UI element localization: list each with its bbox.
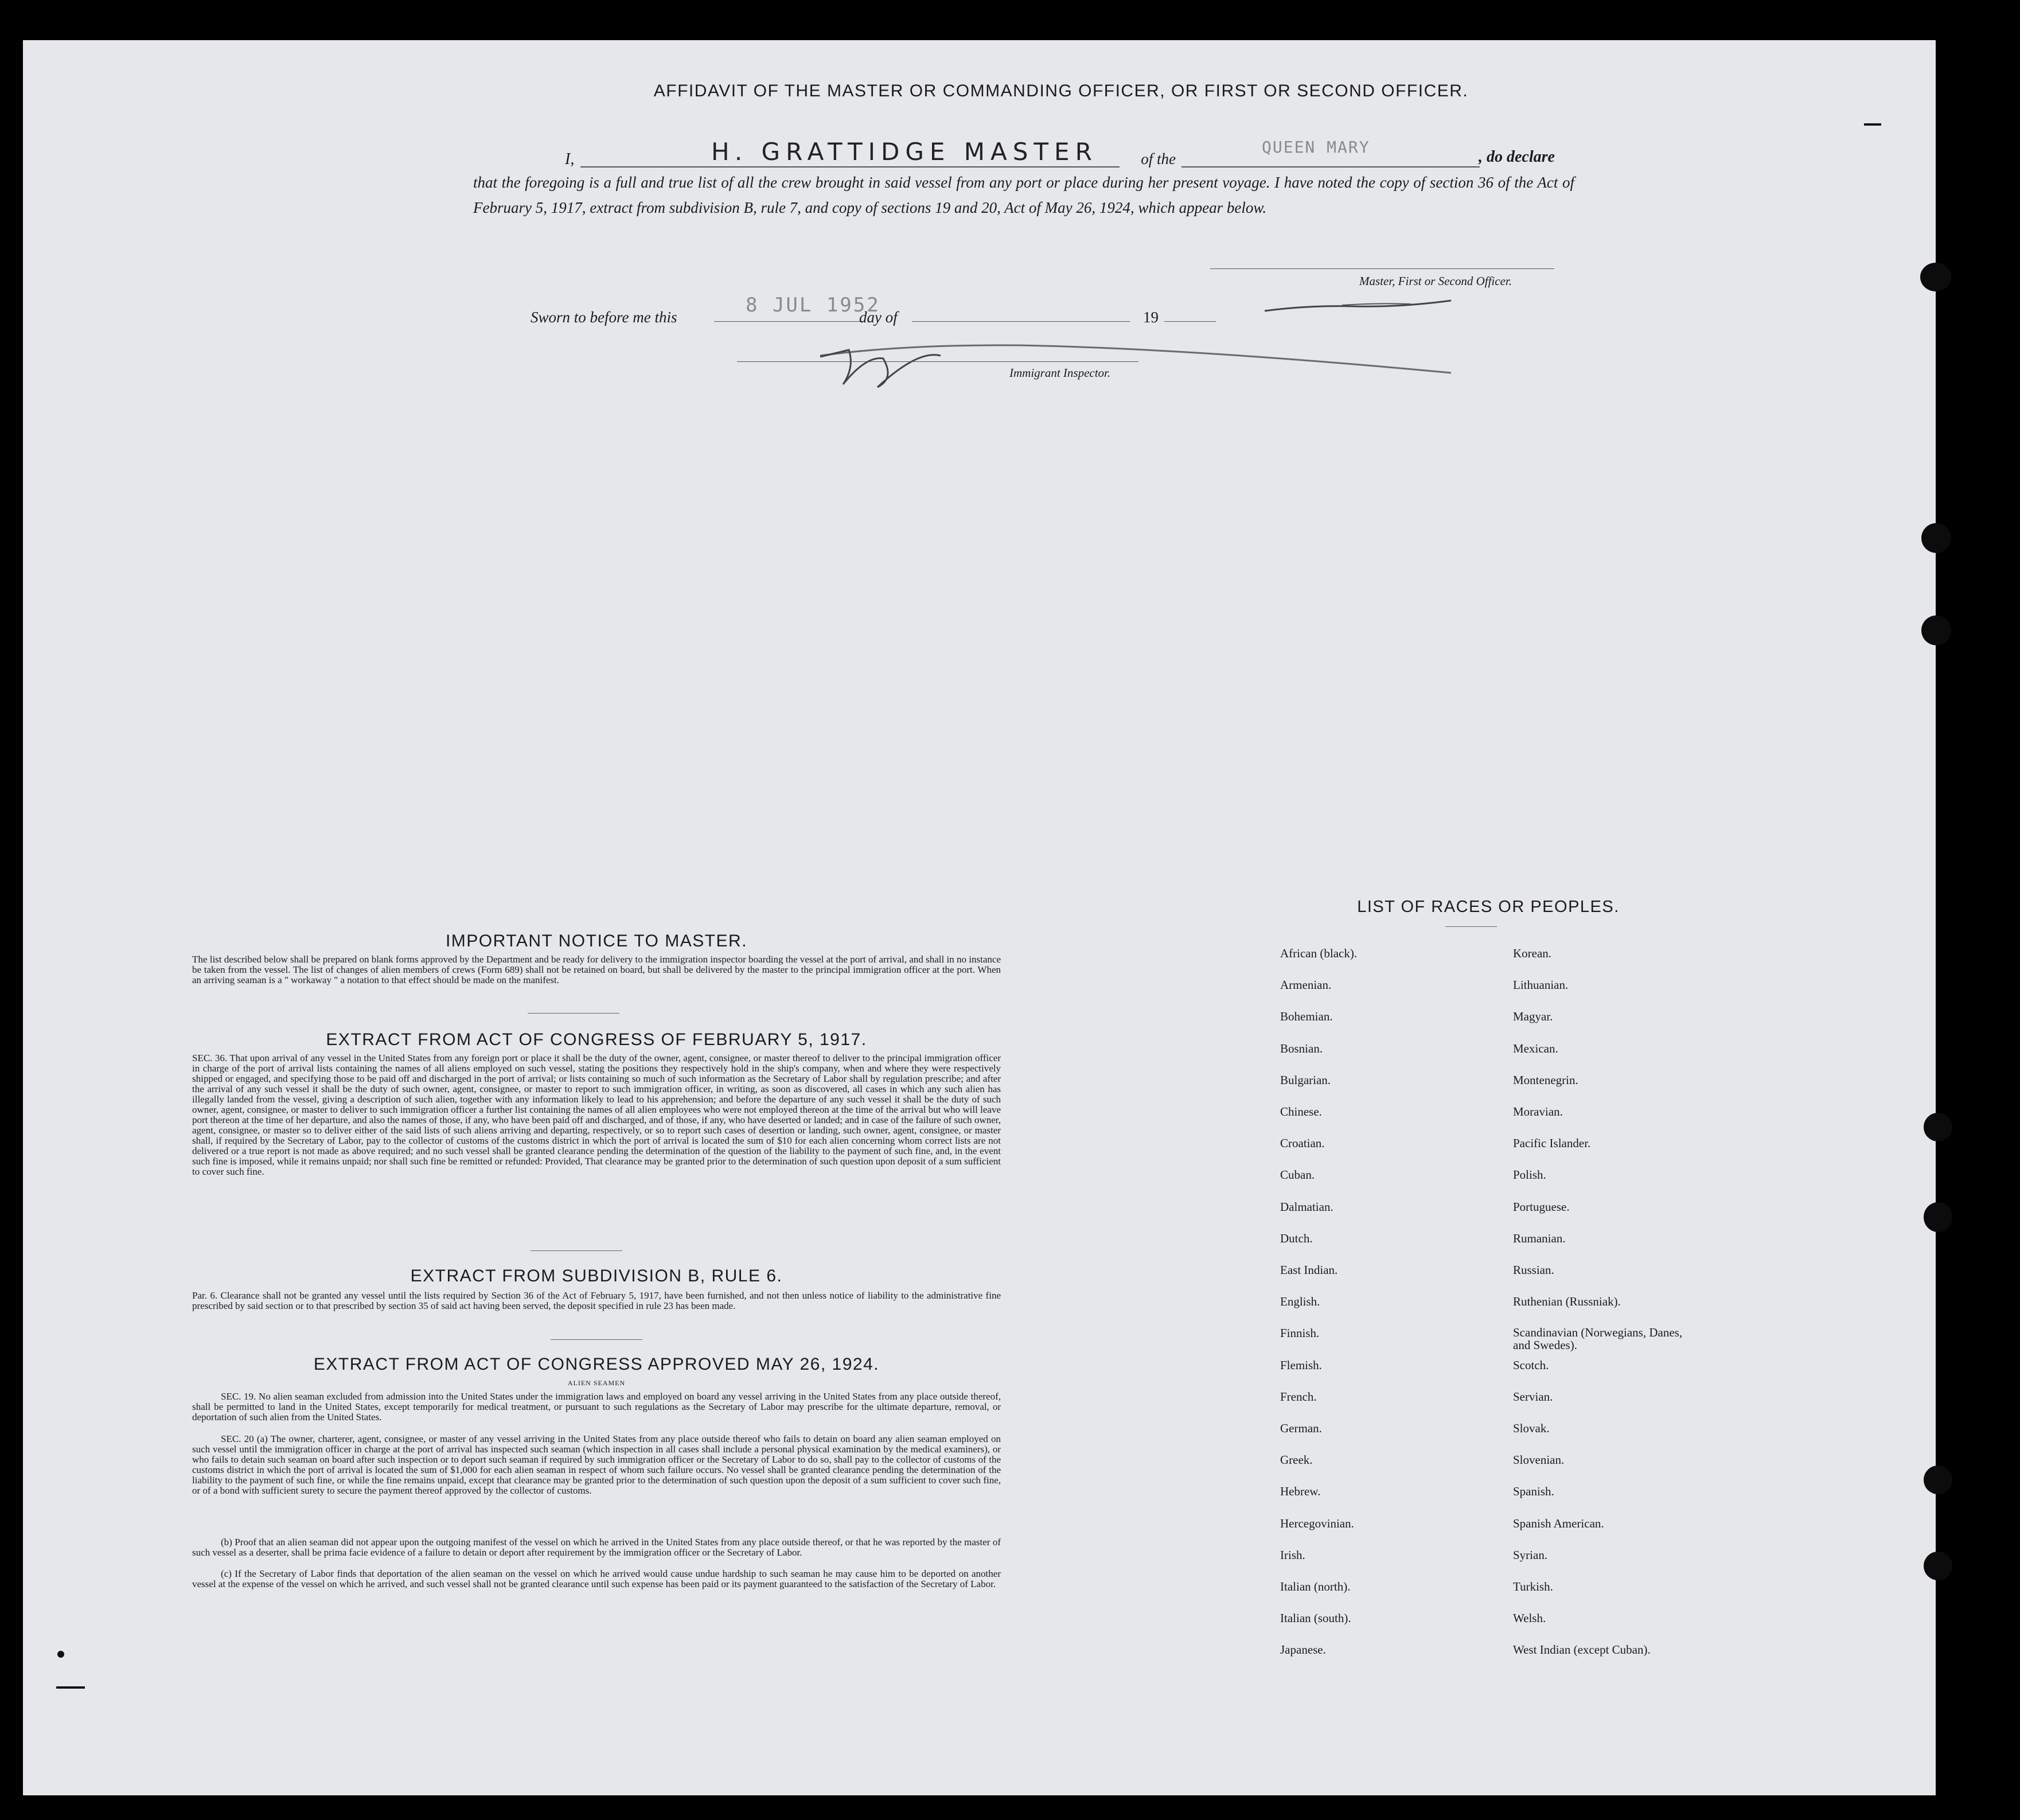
separator — [528, 1013, 619, 1014]
margin-mark — [56, 1686, 85, 1689]
extract-1924-subtitle: ALIEN SEAMEN — [567, 1379, 626, 1387]
race-entry: Magyar. — [1513, 1010, 1553, 1024]
document-page — [23, 40, 1936, 1795]
sworn-day-line — [714, 321, 863, 322]
race-entry: Slovenian. — [1513, 1453, 1565, 1467]
extract-1924-sec20a: SEC. 20 (a) The owner, charterer, agent, consignee, or master of any vessel arriving in the United States from any place outside thereof who fails to detain on board any alien seaman employed on such vessel until the immigration officer in charge at the port of arrival has inspected such seaman (which inspection in all cases shall include a personal physical examination by the medical examiners), or who fails to detain such seaman on board after such inspection or to deport such seaman if required by such immigration officer or the Secretary of Labor to do so, shall pay to the collector of customs of the customs district in which the port of arrival is located the sum of $1,000 for each alien seaman in respect of whom such failure occurs. No vessel shall be granted clearance pending the determination of the liability to the payment of such fine, or while the fine remains unpaid, except that clearance may be granted prior to the determination of such question upon the deposit of a sum sufficient to cover such fine, or of a bond with sufficient surety to secure the payment thereof approved by the collector of customs. — [192, 1433, 1001, 1496]
master-name-line — [580, 166, 1120, 167]
do-declare-label: , do declare — [1479, 148, 1555, 166]
separator — [551, 1339, 642, 1340]
race-entry: German. — [1280, 1421, 1322, 1435]
punch-hole — [1920, 263, 1951, 291]
inspector-signature-line — [737, 361, 1138, 362]
race-entry: African (black). — [1280, 946, 1358, 960]
punch-hole — [1921, 523, 1951, 553]
punch-hole — [1924, 1113, 1952, 1141]
day-of-label: day of — [859, 309, 898, 326]
master-signature-caption: Master, First or Second Officer. — [1359, 274, 1512, 288]
separator — [1445, 926, 1497, 927]
race-entry: Polish. — [1513, 1168, 1546, 1182]
race-entry: Hercegovinian. — [1280, 1516, 1354, 1530]
sworn-month-line — [912, 321, 1130, 322]
race-entry: Lithuanian. — [1513, 978, 1569, 992]
year-line — [1164, 321, 1216, 322]
race-entry: Spanish. — [1513, 1484, 1554, 1499]
race-entry: Mexican. — [1513, 1041, 1558, 1055]
race-entry: Dutch. — [1280, 1231, 1313, 1245]
subdivision-b-text: Par. 6. Clearance shall not be granted any vessel until the lists required by Section 36 of the Act of February 5, 1917, have been furnished, and not then unless notice of liability to the administrative fine prescribed by said section or to that prescribed by section 35 of said act having been served, the deposit specified in rule 23 has been made. — [192, 1290, 1001, 1311]
race-entry: Bulgarian. — [1280, 1073, 1331, 1087]
notice-text: The list described below shall be prepared on blank forms approved by the Department and be ready for delivery to the immigration inspector boarding the vessel at the port of arrival, and shall in no instance be taken from the vessel. The list of changes of alien members of crews (Form 689) shall not be retained on board, but shall be delivered by the master to the principal immigration officer at the port. When an arriving seaman is a " workaway " a notation to that effect should be made on the manifest. — [192, 954, 1001, 985]
race-entry: Montenegrin. — [1513, 1073, 1578, 1087]
subdivision-b-title: EXTRACT FROM SUBDIVISION B, RULE 6. — [410, 1266, 783, 1285]
notice-title: IMPORTANT NOTICE TO MASTER. — [445, 932, 748, 950]
race-entry: Korean. — [1513, 946, 1552, 960]
race-entry: Cuban. — [1280, 1168, 1315, 1182]
extract-1917-text: SEC. 36. That upon arrival of any vessel in the United States from any foreign port or place it shall be the duty of the owner, agent, consignee, or master thereof to deliver to the principal immigration officer in charge of the port of arrival lists containing the names of all aliens employed on such vessel, stating the positions they respectively hold in the ship's company, when and where they were respectively shipped or engaged, and specifying those to be paid off and discharged in the port of arrival; or lists containing so much of such information as the Secretary of Labor shall by regulation prescribe; and after the arrival of any such vessel it shall be the duty of such owner, agent, consignee, or master to report to such immigration officer, in writing, as soon as discovered, all cases in which any such alien has illegally landed from the vessel, giving a description of such alien, together with any information likely to lead to his apprehension; and before the departure of any such vessel it shall be the duty of such owner, agent, consignee, or master to deliver to such immigration officer a further list containing the names of all alien employees who were not employed thereon at the time of the arrival but who will leave port thereon at the time of her departure, and also the names of those, if any, who have been paid off and discharged, and of those, if any, who have deserted or landed; and in case of the failure of such owner, agent, consignee, or master so to deliver either of the said lists of such aliens arriving and departing, respectively, or so to report such cases of desertion or landing, such owner, agent, consignee, or master shall, if required by the Secretary of Labor, pay to the collector of customs of the customs district in which the port of arrival is located the sum of $10 for each alien concerning whom correct lists are not delivered or a true report is not made as above required; and no such vessel shall be granted clearance pending the determination of the question of the liability to the payment of such fine, and, in the event such fine is imposed, while it remains unpaid; nor shall such fine be remitted or refunded: Provided, That clearance may be granted prior to the determination of such question upon deposit of a sum sufficient to cover such fine. — [192, 1053, 1001, 1177]
race-entry: Irish. — [1280, 1548, 1305, 1562]
year-prefix: 19 — [1143, 309, 1159, 326]
affidavit-declaration: that the foregoing is a full and true list of all the crew brought in said vessel from any port or place during her present voyage. I have noted the copy of section 36 of the Act of February 5, 1917, extract from subdivision B, rule 7, and copy of sections 19 and 20, Act of May 26, 1924, which appear below. — [473, 174, 1574, 216]
race-entry: West Indian (except Cuban). — [1513, 1643, 1651, 1657]
race-entry: Rumanian. — [1513, 1231, 1566, 1245]
vessel-name-stamp: QUEEN MARY — [1262, 138, 1370, 157]
master-signature-line — [1210, 268, 1554, 269]
extract-1924-sec19: SEC. 19. No alien seaman excluded from admission into the United States under the immigration laws and employed on board any vessel arriving in the United States from any place outside thereof, shall be permitted to land in the United States, except temporarily for medical treatment, or pursuant to such regulations as the Secretary of Labor may prescribe for the ultimate departure, removal, or deportation of such alien from the United States. — [192, 1391, 1001, 1423]
punch-hole — [1921, 615, 1951, 645]
race-entry: Flemish. — [1280, 1358, 1322, 1372]
race-entry: Turkish. — [1513, 1580, 1553, 1593]
race-entry: Slovak. — [1513, 1421, 1550, 1435]
separator — [531, 1250, 622, 1251]
race-entry: Spanish American. — [1513, 1516, 1604, 1530]
inspector-caption: Immigrant Inspector. — [1009, 366, 1111, 380]
race-entry: Servian. — [1513, 1389, 1553, 1404]
punch-hole — [1924, 1552, 1952, 1580]
races-title: LIST OF RACES OR PEOPLES. — [1357, 898, 1620, 916]
margin-mark — [1864, 123, 1881, 126]
race-entry: Hebrew. — [1280, 1484, 1321, 1499]
race-entry: Italian (south). — [1280, 1611, 1351, 1626]
race-entry: Welsh. — [1513, 1611, 1546, 1626]
margin-mark — [57, 1651, 64, 1658]
sworn-date-stamp: 8 JUL 1952 — [746, 294, 880, 317]
race-entry: English. — [1280, 1295, 1320, 1309]
extract-1924-title: EXTRACT FROM ACT OF CONGRESS APPROVED MAY 26, 1924. — [313, 1355, 880, 1374]
race-entry: Armenian. — [1280, 978, 1332, 992]
vessel-name-line — [1181, 166, 1480, 167]
race-entry: Syrian. — [1513, 1548, 1548, 1562]
master-name-handwritten: H. GRATTIDGE MASTER — [711, 138, 1098, 166]
race-entry: Greek. — [1280, 1453, 1313, 1467]
race-entry: Pacific Islander. — [1513, 1136, 1591, 1151]
race-entry: Russian. — [1513, 1263, 1554, 1277]
punch-hole — [1924, 1202, 1952, 1232]
extract-1924-sec20b: (b) Proof that an alien seaman did not appear upon the outgoing manifest of the vessel on which he arrived in the United States from any place outside thereof, or that he was reported by the master of such vessel as a deserter, shall be prima facie evidence of a failure to detain or deport after requirement by the immigration officer or the Secretary of Labor. — [192, 1537, 1001, 1558]
of-the-label: of the — [1141, 150, 1176, 167]
race-entry: Moravian. — [1513, 1105, 1563, 1118]
race-entry: Ruthenian (Russniak). — [1513, 1295, 1621, 1309]
extract-1924-sec20c: (c) If the Secretary of Labor finds that deportation of the alien seaman on the vessel on which he arrived would cause undue hardship to such seaman he may cause him to be deported on another vessel at the expense of the vessel on which he arrived, and such vessel shall not be granted clearance until such expense has been paid or its payment guaranteed to the satisfaction of the Secretary of Labor. — [192, 1568, 1001, 1589]
punch-hole — [1924, 1466, 1952, 1494]
sworn-label: Sworn to before me this — [531, 309, 677, 326]
extract-1917-title: EXTRACT FROM ACT OF CONGRESS OF FEBRUARY 5, 1917. — [326, 1030, 867, 1049]
race-entry: Chinese. — [1280, 1105, 1322, 1118]
race-entry: Dalmatian. — [1280, 1199, 1333, 1214]
inspector-signature — [734, 333, 1457, 396]
race-entry: Scotch. — [1513, 1358, 1549, 1372]
master-signature-scribble — [1262, 293, 1457, 315]
race-entry: East Indian. — [1280, 1263, 1338, 1277]
race-entry: Italian (north). — [1280, 1580, 1351, 1593]
race-entry: Croatian. — [1280, 1136, 1325, 1151]
race-entry: Bosnian. — [1280, 1041, 1323, 1055]
race-entry: Finnish. — [1280, 1326, 1320, 1340]
race-entry: Scandinavian (Norwegians, Danes, and Swedes). — [1513, 1326, 1683, 1353]
race-entry: French. — [1280, 1389, 1317, 1404]
race-entry: Bohemian. — [1280, 1010, 1333, 1024]
affidavit-title: AFFIDAVIT OF THE MASTER OR COMMANDING OFFICER, OR FIRST OR SECOND OFFICER. — [653, 81, 1469, 100]
race-entry: Japanese. — [1280, 1643, 1326, 1657]
race-entry: Portuguese. — [1513, 1199, 1570, 1214]
affiant-label: I, — [565, 150, 575, 168]
